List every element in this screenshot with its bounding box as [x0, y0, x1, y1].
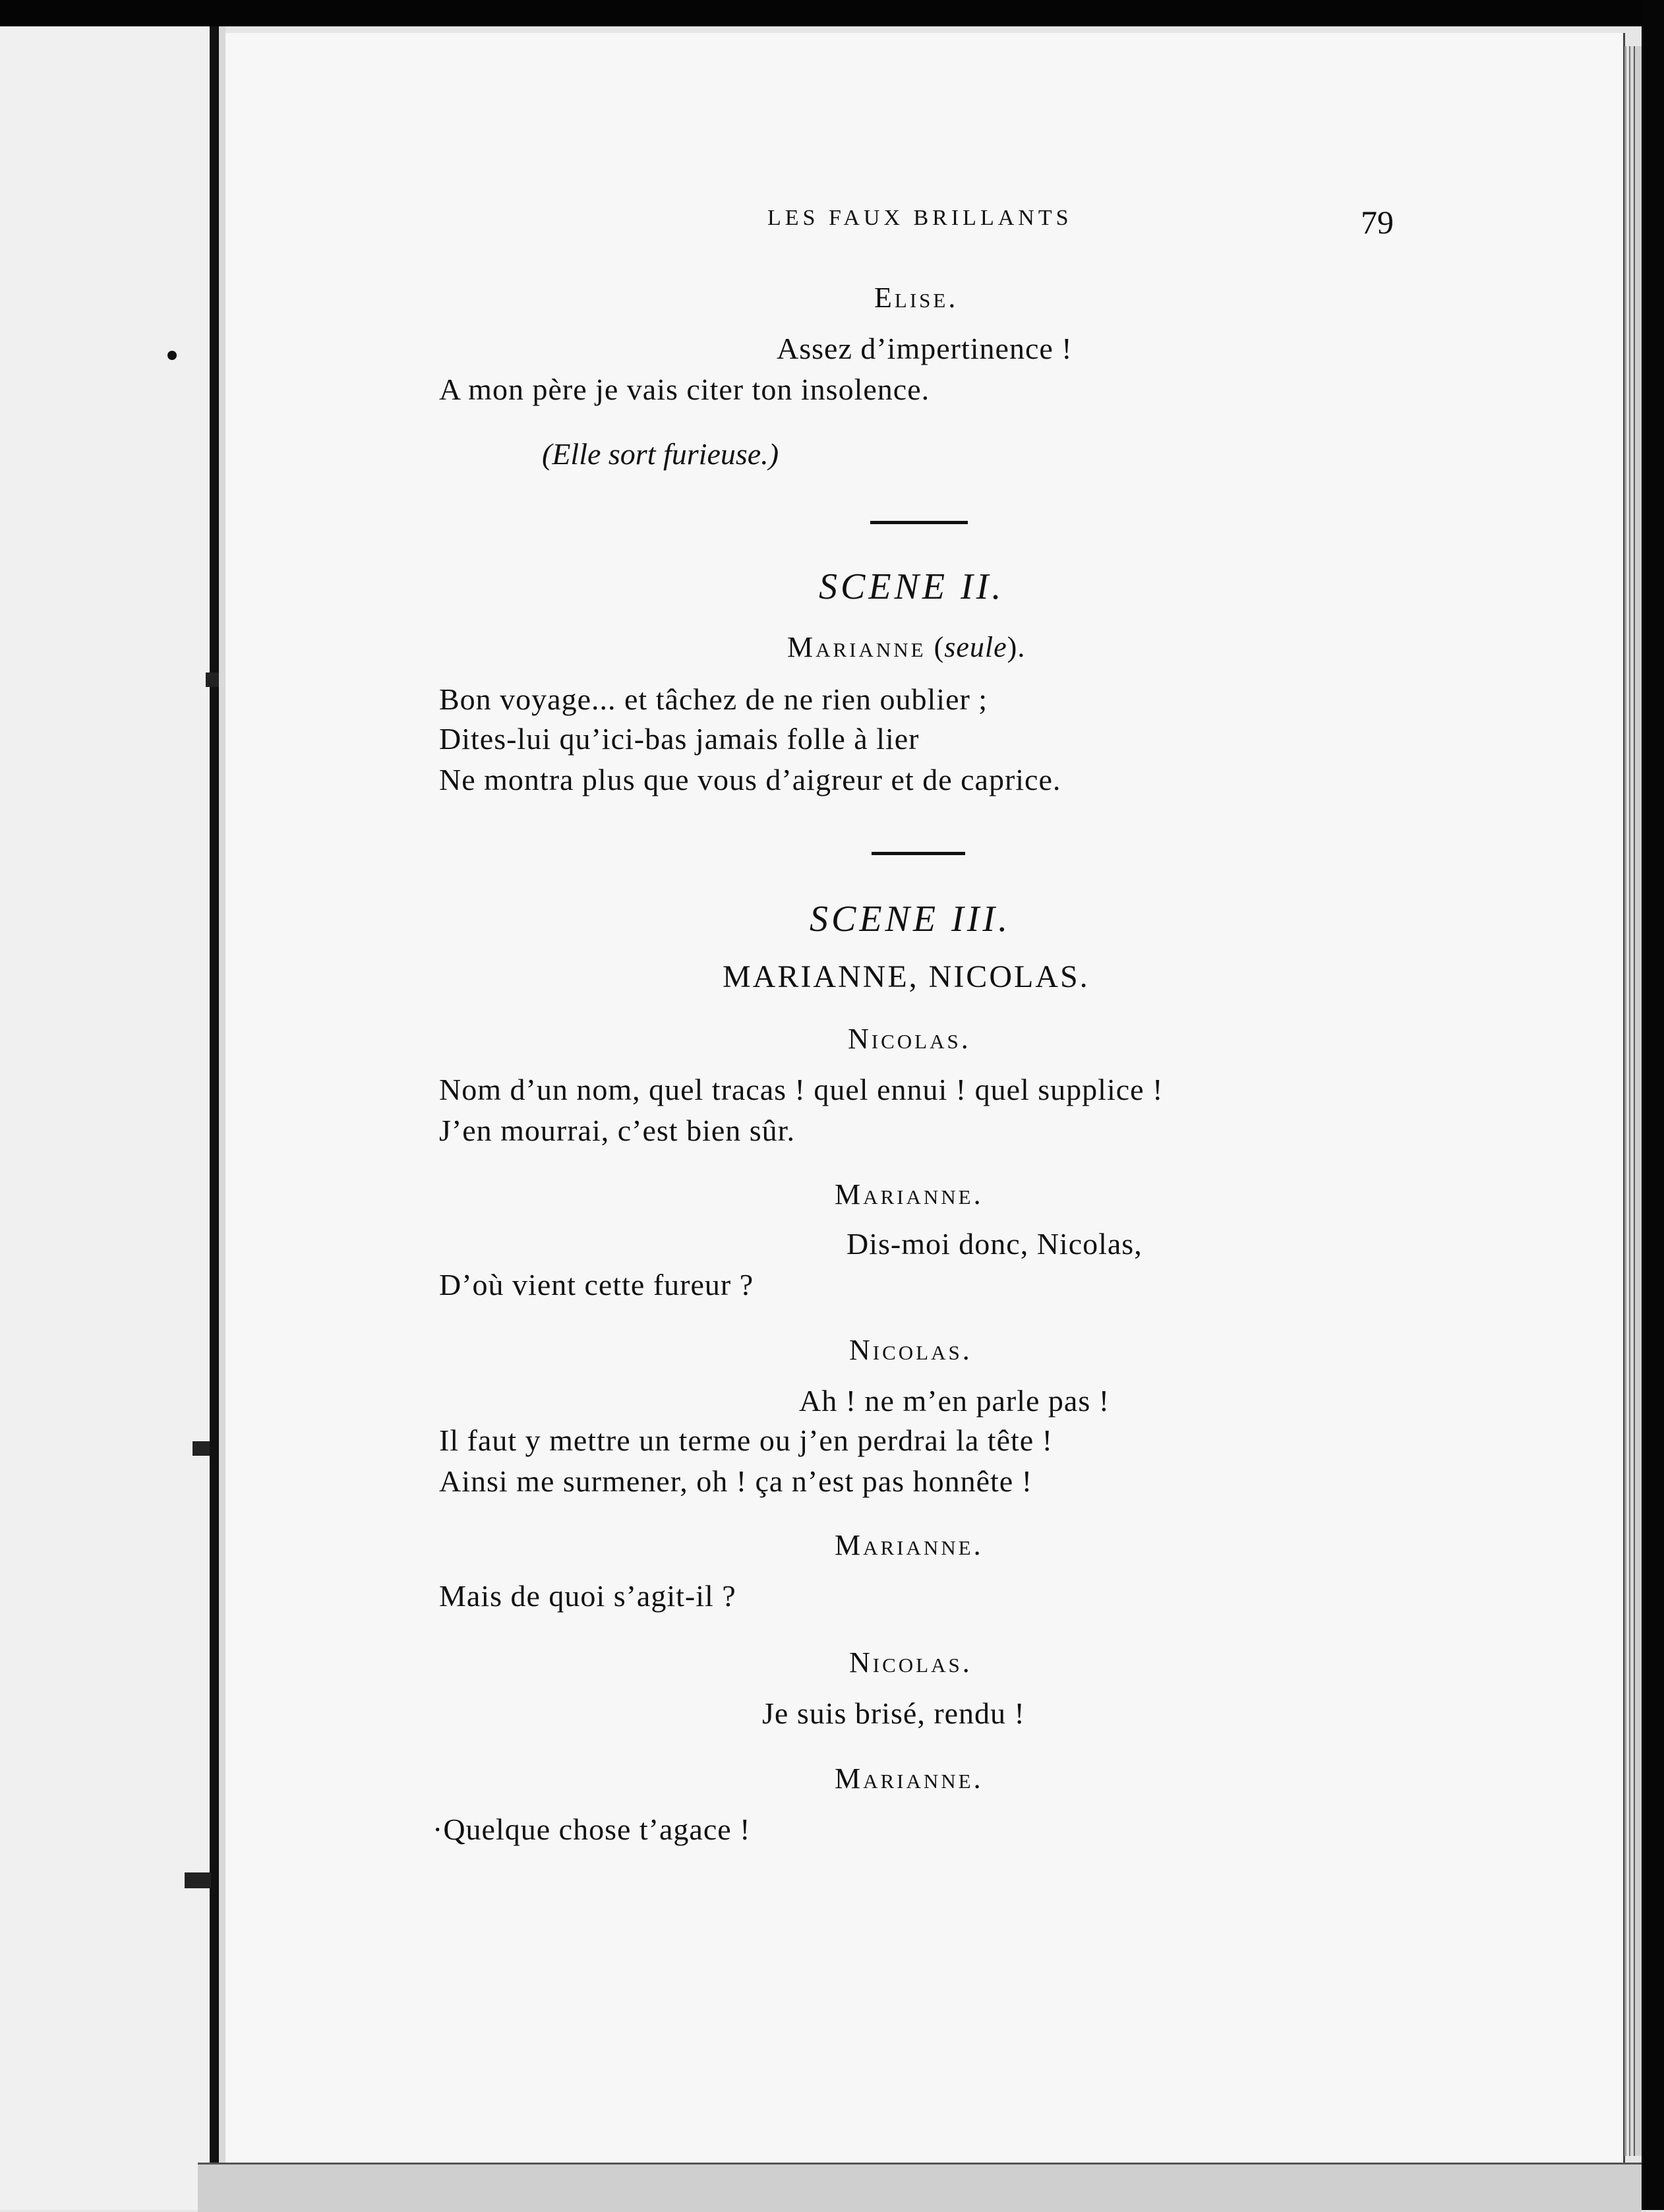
verse-line: A mon père je vais citer ton insolence. [439, 373, 930, 406]
book-page [225, 33, 1625, 2163]
book-spine [210, 26, 219, 2210]
character-list: MARIANNE, NICOLAS. [723, 959, 1090, 994]
verse-line: J’en mourrai, c’est bien sûr. [439, 1114, 795, 1147]
spine-mark [206, 673, 219, 687]
spine-gutter [219, 26, 225, 2210]
verse-line: Dites-lui qu’ici-bas jamais folle à lier [439, 722, 920, 756]
scan-border-right [1642, 0, 1664, 2210]
bottom-page-edge [198, 2163, 1642, 2212]
left-page-margin [0, 26, 211, 2210]
speaker-marianne: Marianne. [835, 1178, 984, 1211]
verse-line: Je suis brisé, rendu ! [762, 1696, 1025, 1730]
verse-line: Ainsi me surmener, oh ! ça n’est pas honnête ! [439, 1464, 1033, 1498]
verse-line: Il faut y mettre un terme ou j’en perdrai la tête ! [439, 1423, 1053, 1457]
spine-mark [185, 1872, 211, 1888]
scene-heading: SCENE II. [819, 566, 1005, 607]
speaker-marianne: Marianne. [835, 1762, 984, 1795]
page-number: 79 [1361, 204, 1394, 241]
spine-mark [193, 1441, 210, 1456]
section-rule [872, 852, 965, 855]
section-rule [870, 521, 968, 524]
running-title: LES FAUX BRILLANTS [767, 206, 1073, 230]
speaker-elise: Elise. [874, 282, 959, 314]
verse-line: Ne montra plus que vous d’aigreur et de caprice. [439, 763, 1061, 796]
stage-direction: (Elle sort furieuse.) [542, 437, 779, 471]
margin-dot [167, 351, 177, 360]
verse-line: ·Quelque chose t’agace ! [432, 1812, 751, 1846]
scene-heading: SCENE III. [810, 899, 1011, 940]
page-edges [1624, 46, 1642, 2156]
scan-border-top [0, 0, 1664, 26]
verse-line: D’où vient cette fureur ? [439, 1268, 754, 1301]
verse-line: Bon voyage... et tâchez de ne rien oublier ; [439, 682, 988, 716]
speaker-marianne: Marianne. [835, 1529, 984, 1561]
verse-line: Dis-moi donc, Nicolas, [847, 1227, 1143, 1261]
verse-line: Ah ! ne m’en parle pas ! [799, 1384, 1110, 1418]
speaker-nicolas: Nicolas. [849, 1646, 972, 1679]
speaker-marianne: Marianne (seule). [787, 631, 1026, 663]
verse-line: Assez d’impertinence ! [777, 332, 1073, 365]
speaker-nicolas: Nicolas. [849, 1334, 972, 1366]
verse-line: Mais de quoi s’agit-il ? [439, 1579, 736, 1613]
verse-line: Nom d’un nom, quel tracas ! quel ennui ! quel supplice ! [439, 1073, 1164, 1106]
speaker-nicolas: Nicolas. [848, 1023, 971, 1055]
